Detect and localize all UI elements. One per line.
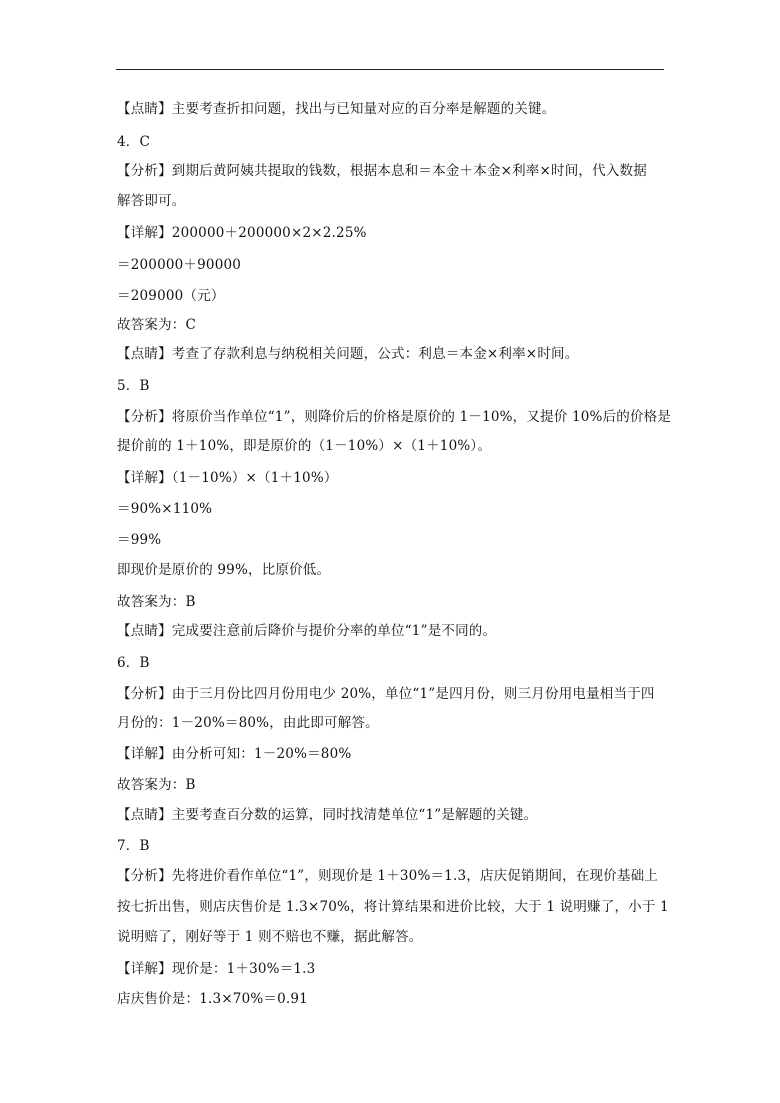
text-line: 【详解】（1－10%）×（1＋10%） (117, 470, 338, 486)
text-line: 【点睛】完成要注意前后降价与提价分率的单位“1”是不同的。 (117, 623, 497, 639)
question-number: 5．B (117, 378, 150, 394)
text-line: 【分析】到期后黄阿姨共提取的钱数，根据本息和＝本金＋本金×利率×时间，代入数据 (117, 163, 647, 179)
text-line: 【详解】由分析可知：1－20%＝80% (117, 746, 352, 762)
text-line: 【分析】先将进价看作单位“1”，则现价是 1＋30%＝1.3，店庆促销期间，在现价基础上 (117, 868, 659, 884)
text-line: 店庆售价是：1.3×70%＝0.91 (117, 991, 308, 1007)
text-line: 提价前的 1＋10%，即是原价的（1－10%）×（1＋10%）。 (117, 438, 492, 454)
text-line: ＝209000（元） (117, 288, 225, 304)
text-line: ＝99% (117, 532, 162, 548)
text-line: 【点睛】主要考查百分数的运算，同时找清楚单位“1”是解题的关键。 (117, 807, 538, 823)
text-line: ＝200000＋90000 (117, 257, 242, 273)
text-line: 故答案为：C (117, 317, 197, 333)
text-line: 【点睛】考查了存款利息与纳税相关问题，公式：利息＝本金×利率×时间。 (117, 346, 579, 362)
text-line: ＝90%×110% (117, 501, 213, 517)
text-line: 【详解】200000＋200000×2×2.25% (117, 225, 367, 241)
text-line: 【分析】由于三月份比四月份用电少 20%，单位“1”是四月份，则三月份用电量相当于四 (117, 686, 655, 702)
text-line: 说明赔了，刚好等于 1 则不赔也不赚，据此解答。 (117, 929, 423, 945)
text-line: 故答案为：B (117, 594, 196, 610)
text-line: 按七折出售，则店庆售价是 1.3×70%，将计算结果和进价比较，大于 1 说明赚了，小于 1 (117, 899, 669, 915)
text-line: 【分析】将原价当作单位“1”，则降价后的价格是原价的 1－10%，又提价 10%后的价格是 (117, 409, 672, 425)
text-line: 故答案为：B (117, 777, 196, 793)
text-line: 即现价是原价的 99%，比原价低。 (117, 562, 331, 578)
header-rule (116, 69, 664, 70)
question-number: 6．B (117, 655, 150, 671)
text-line: 【点睛】主要考查折扣问题，找出与已知量对应的百分率是解题的关键。 (117, 101, 556, 117)
text-line: 月份的：1－20%＝80%，由此即可解答。 (117, 715, 379, 731)
question-number: 7．B (117, 838, 150, 854)
text-line: 解答即可。 (117, 193, 186, 209)
text-line: 【详解】现价是：1＋30%＝1.3 (117, 961, 316, 977)
question-number: 4．C (117, 134, 151, 150)
